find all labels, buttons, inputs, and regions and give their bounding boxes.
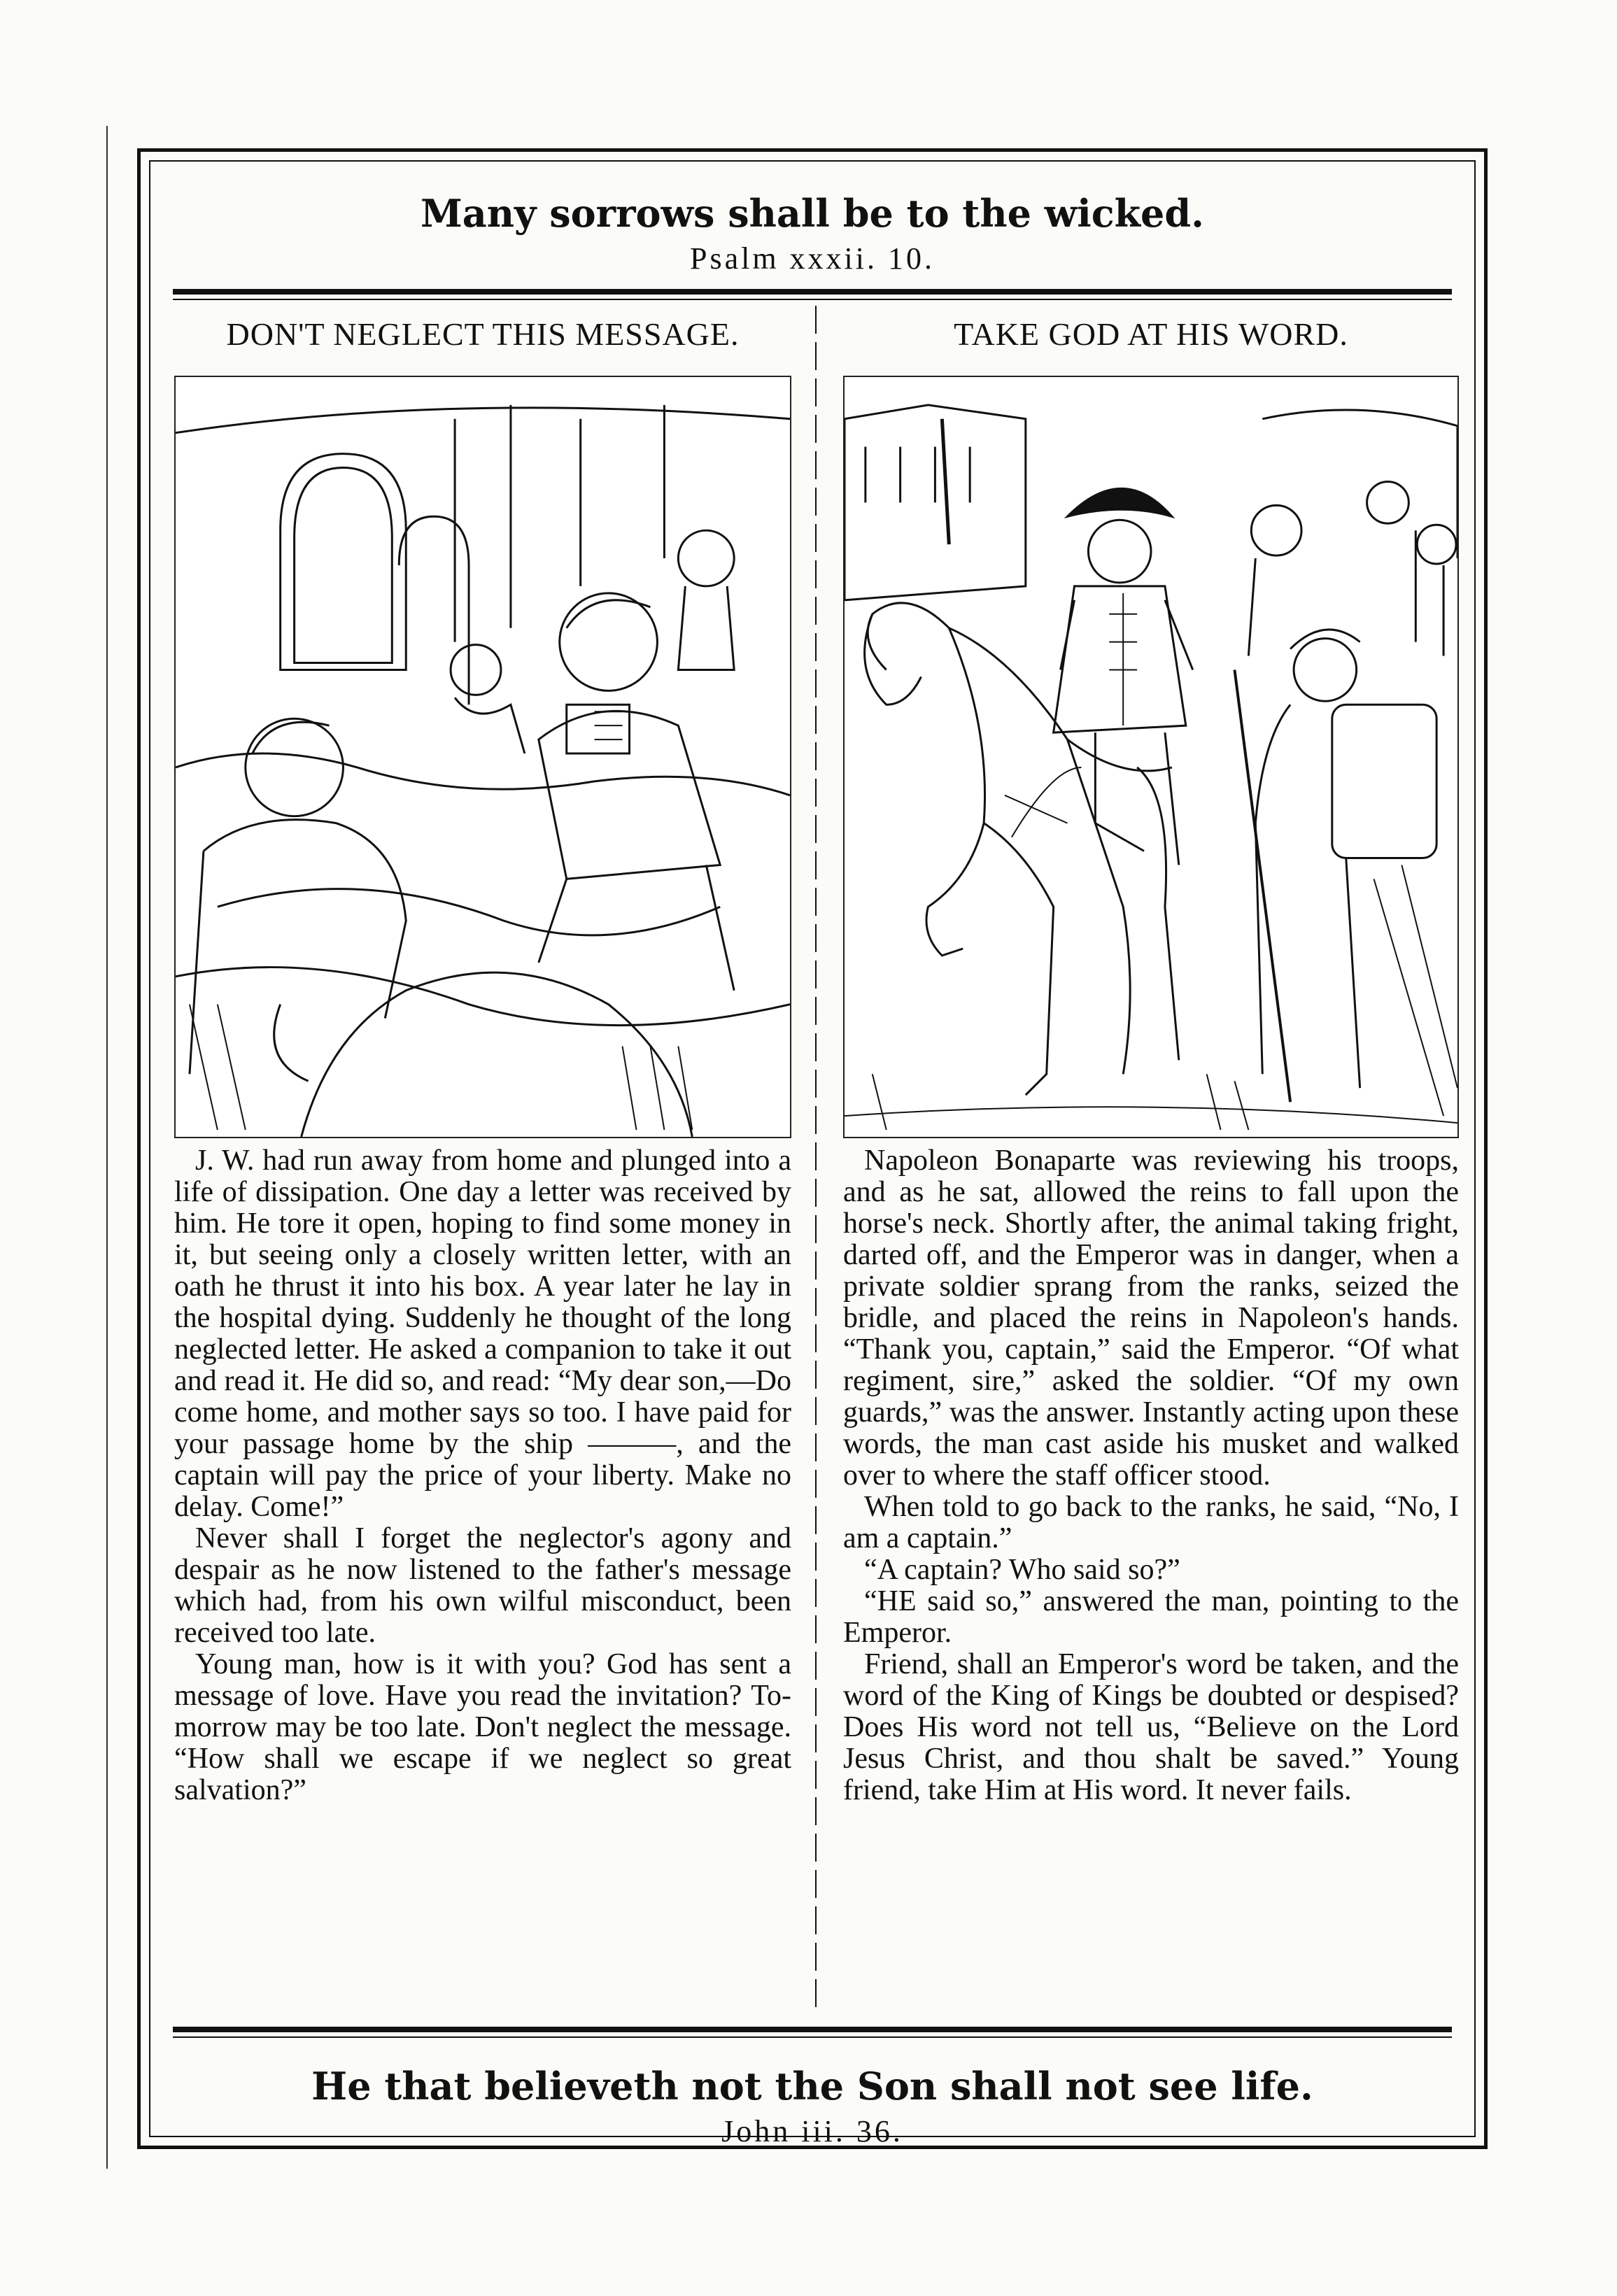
header-reference: Psalm xxxii. 10. <box>689 241 935 276</box>
left-paragraph: J. W. had run away from home and plunged into a life of dissipation. One day a letter was received by him. He tore it open, hoping to find some money in it, but seeing only a closely written letter, with an oath he thrust it into his box. A year later he lay in the hospital dying. Suddenly he thought of the long neglected letter. He asked a companion to take it out and read it. He did so, and read: “My dear son,—Do come home, and mother says so too. I have paid for your passage home by the ship ———, and the captain will pay the price of your liberty. Make no delay. Come!” <box>174 1145 791 1523</box>
scan-margin-line <box>106 126 108 2169</box>
left-column-title: DON'T NEGLECT THIS MESSAGE. <box>226 316 740 352</box>
header <box>141 190 1484 278</box>
column-divider <box>815 306 817 2013</box>
right-paragraph: “A captain? Who said so?” <box>864 1554 1180 1586</box>
right-paragraph: “HE said so,” answered the man, pointing to the Emperor. <box>843 1585 1459 1649</box>
right-column-title: TAKE GOD AT HIS WORD. <box>954 316 1348 352</box>
footer <box>141 2063 1484 2151</box>
right-paragraph: When told to go back to the ranks, he said, “No, I am a captain.” <box>843 1491 1459 1554</box>
top-rule-thin <box>173 299 1452 300</box>
bottom-rule <box>173 2027 1452 2032</box>
footer-verse: He that believeth not the Son shall not see life. <box>311 2064 1313 2109</box>
footer-reference: John iii. 36. <box>721 2114 903 2148</box>
bottom-rule-thin <box>173 2036 1452 2038</box>
napoleon-illustration <box>843 376 1459 1138</box>
left-paragraph: Young man, how is it with you? God has sent a message of love. Have you read the invitation? To-morrow may be too late. Don't neglect the message. “How shall we escape if we neglect so great salvation?” <box>174 1648 791 1806</box>
header-verse: Many sorrows shall be to the wicked. <box>421 191 1204 236</box>
top-rule <box>173 289 1452 295</box>
left-column <box>174 311 791 1806</box>
left-paragraph: Never shall I forget the neglector's agony and despair as he now listened to the father's message which had, from his own wilful misconduct, been received too late. <box>174 1522 791 1649</box>
right-column <box>843 311 1459 1806</box>
tract-frame <box>137 148 1488 2149</box>
hospital-illustration <box>174 376 791 1138</box>
right-paragraph: Napoleon Bonaparte was reviewing his troops, and as he sat, allowed the reins to fall upon the horse's neck. Shortly after, the animal taking fright, darted off, and the Emperor was in danger, when a private soldier sprang from the ranks, seized the bridle, and placed the reins in Napoleon's hands. “Thank you, captain,” said the Emperor. “Of what regiment, sire,” asked the soldier. “Of my own guards,” was the answer. Instantly acting upon these words, the man cast aside his musket and walked over to where the staff officer stood. <box>843 1145 1459 1491</box>
right-paragraph: Friend, shall an Emperor's word be taken, and the word of the King of Kings be doubted or despised? Does His word not tell us, “Believe on the Lord Jesus Christ, and thou shalt be saved.” Young friend, take Him at His word. It never fails. <box>843 1648 1459 1806</box>
right-story <box>843 1145 1459 1806</box>
left-story <box>174 1145 791 1806</box>
